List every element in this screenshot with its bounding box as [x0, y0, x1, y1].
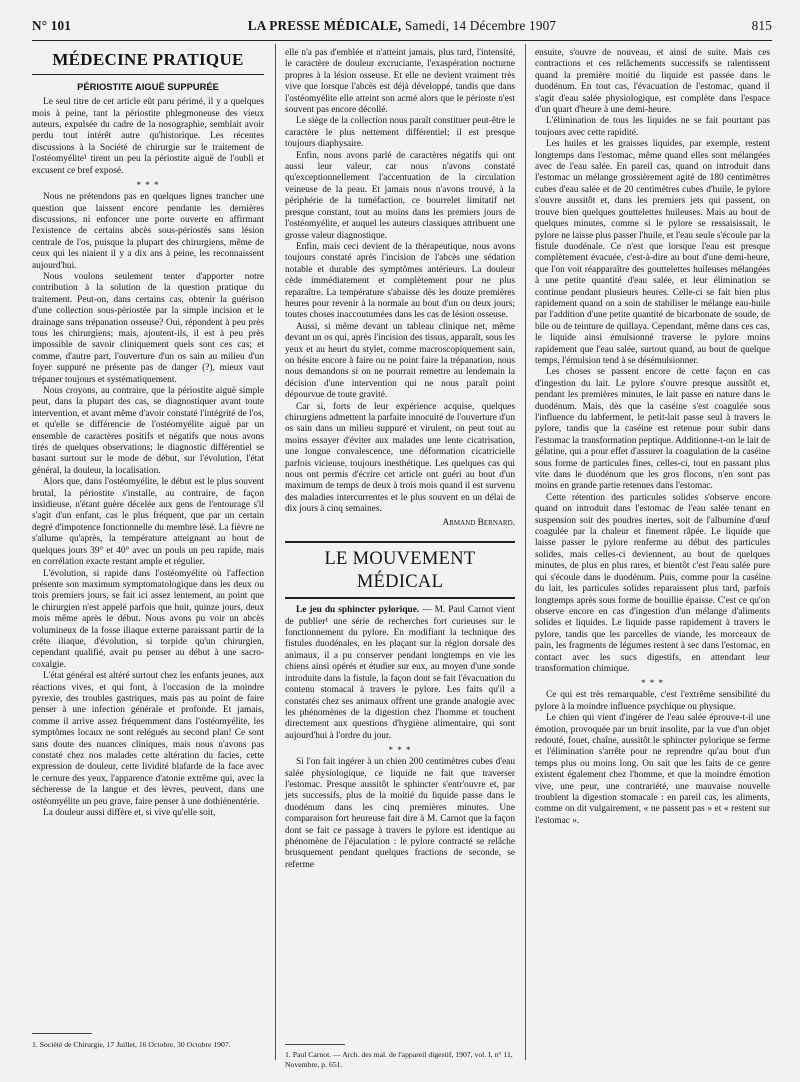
asterism: * * *	[641, 678, 664, 689]
paragraph-text: — M. Paul Carnot vient de publier¹ une série de recherches fort curieuses sur le fonctionnement du pylore. En modifiant la technique des fistules duodénales, en les plaçant sur la région dorsale des animaux, il a pu conserver pendant longtemps en vie les chiens ainsi opérés et étudier sur eux, au moyen d'une sonde introduite dans la fistule, la façon dont se fait l'évacuation du contenu stomacal à travers le pylore. Les faits qu'il a constatés chez ses animaux offrent une grande analogie avec les phénomènes de la digestion chez l'homme et touchent directement aux questions d'hygiène alimentaire, qui sont aujourd'hui à l'ordre du jour.	[285, 605, 515, 741]
paragraph	[285, 605, 515, 742]
asterism: * * *	[388, 745, 412, 756]
running-header	[32, 18, 772, 36]
paragraph: La douleur aussi diffère et, si vive qu'elle soit,	[43, 808, 216, 819]
paragraph: Aussi, si même devant un tableau clinique net, même devant un os qui, après l'incision des tissus, apparaît, sous les yeux et au heurt du stylet, comme macroscopiquement sain, on hésite encore à faire ou ne point faire la trépanation, nous nous demandons si on ne pourrait remettre au lendemain la décision d'une intervention qui ne nous paraît point dépourvue de toute gravité.	[285, 321, 515, 401]
paragraph: Les choses se passent encore de cette façon en cas d'ingestion du lait. Le pylore s'ouvre presque aussitôt et, pendant les premières minutes, le lait passe en nature dans le duodénum. Mais, dès que la caséine s'est coagulée sous l'influence du labferment, le petit-lait passe seul à travers le pylore, tandis que la caséine est retenue pour subir dans l'estomac la transformation peptique. Additionne-t-on le lait de gélatine, qui a pour effet d'assurer la coagulation de la caséine sous forme de particules fines, celles-ci, tout en passant plus vite dans le duodénum que les gros flocons, n'en sont pas moins en grande partie retenues dans l'estomac.	[535, 367, 770, 492]
header-rule	[32, 40, 772, 41]
paragraph: Les huiles et les graisses liquides, par exemple, restent longtemps dans l'estomac, même quand elles sont mélangées avec de l'eau salée. En pareil cas, quand on introduit dans l'estomac un mélange grossièrement agité de 180 centimètres cubes d'eau salée et de 20 centimètres cubes d'huile, le pylore s'ouvre aussitôt et, dans les premiers jets qui passent, on trouve bien quelques gouttelettes huileuses. Mais au bout de quelques minutes, comme si le pylore se ressaisissait, le pylore ne laisse plus passer l'huile, et l'eau seule s'écoule par la fistule duodénale. Ce n'est que lorsque l'eau est presque complètement évacuée, c'est-à-dire au bout d'une demi-heure, que l'on voit réapparaître des gouttelettes huileuses mélangées à une petite quantité d'eau salée, et leur élimination se continue pendant plusieurs heures. Celle-ci se fait bien plus rapidement quand on a soin de stabiliser le mélange eau-huile par l'addition d'une petite quantité de bicarbonate de soude, de bile ou de teinture de quillaya. Cependant, même dans ces cas, le liquide ainsi émulsionné traverse le pylore moins rapidement que l'eau salée, surtout quand, au bout de quelque temps, l'émulsion tend à se désémulsionner.	[535, 139, 770, 366]
paragraph: Alors que, dans l'ostéomyélite, le début est le plus souvent brutal, la périostite s'installe, au contraire, de façon insidieuse, n'étant guère décelée aux gens de l'entourage s'il s'agit d'un enfant, cas le plus fréquent, que par un certain degré d'impotence fonctionnelle du membre lésé. La fièvre ne s'allume qu'après, la température atteignant au bout de quelques jours 39° et 40° avec un pouls un peu rapide, mais en corrélation exacte restant ample et régulier.	[32, 477, 264, 568]
paragraph: Car si, forts de leur expérience acquise, quelques chirurgiens admettent la parfaite innocuité de l'ouverture d'un os sain dans un milieu suppuré et virulent, on peut tout au moins essayer d'éviter aux malades une lente cicatrisation, une longue convalescence, une déformation cicatricielle parfois vicieuse, toujours inesthétique. Les quelques cas qui nous ont permis d'écrire cet article ont guéri au bout d'un maximum de temps de deux à trois mois quand il est survenu des maladies intercurrentes et le plus souvent en un délai de dix jours à cinq semaines.	[285, 401, 515, 515]
issue-number: N° 101	[32, 18, 72, 33]
column-3	[535, 48, 770, 827]
column-1	[32, 48, 264, 819]
paragraph: Le siège de la collection nous paraît constituer peut-être le caractère le plus nettement différentiel; il est presque toujours diaphysaire.	[285, 116, 515, 150]
footnote	[285, 1050, 515, 1069]
paragraph: Nous croyons, au contraire, que la périostite aiguë simple peut, dans la plupart des cas, se diagnostiquer avant toute intervention, et avant même d'avoir constaté l'intégrité de l'os, et qu'elle se différencie de l'ostéomyélite aiguë par un ensemble de caractères positifs et négatifs que nous avons tirés de quelques observations; le diagnostic différentiel se basant surtout sur le mode de début, sur l'évolution, l'état général, la douleur, la localisation.	[32, 386, 264, 476]
journal-name: LA PRESSE MÉDICALE,	[247, 18, 402, 33]
paragraph: Ce qui est très remarquable, c'est l'extrême sensibilité du pylore à la moindre influence psychique ou physique.	[535, 690, 770, 712]
author-signature: Armand Bernard.	[442, 517, 515, 528]
footnote-rule	[285, 1044, 345, 1045]
footnote-text: 1. Société de Chirurgie, 17 Juillet, 16 Octobre, 30 Octobre 1907.	[32, 1040, 231, 1049]
paragraph: Enfin, mais ceci devient de la thérapeutique, nous avons toujours constaté après l'incision de l'abcès une sédation notable et durable des symptômes antérieurs. La douleur cède immédiatement et complètement pour ne plus reparaître. La température s'abaisse dès les douze premières heures pour revenir à la normale au bout d'un ou deux jours; toutes choses inaccoutumées dans les cas de lésion osseuse.	[285, 241, 515, 321]
section-title: MÉDECINE PRATIQUE	[32, 50, 264, 75]
footnote-rule	[32, 1033, 92, 1034]
article-subtitle: PÉRIOSTITE AIGUË SUPPURÉE	[77, 80, 219, 92]
asterism: * * *	[136, 180, 160, 191]
section-banner: LE MOUVEMENT MÉDICAL	[285, 541, 515, 599]
paragraph: elle n'a pas d'emblée et n'atteint jamais, plus tard, l'intensité, le caractère de douleur excruciante, l'exaspération nocturne propres à la lésion osseuse. Et elle ne devient vraiment très vive que lorsque l'abcès est déjà développé, tandis que dans l'ostéomyélite elle atteint son acmé alors que le périoste n'est souvent pas encore décollé.	[285, 48, 515, 116]
paragraph: ensuite, s'ouvre de nouveau, et ainsi de suite. Mais ces contractions et ces relâchements successifs se ralentissent quand la première moitié du liquide est passée dans le duodénum. En tout cas, l'évacuation de l'estomac, quand il s'agit d'eau salée physiologique, est complète dans l'espace d'un quart d'heure à une demi-heure.	[535, 48, 770, 116]
article-heading: Le jeu du sphincter pylorique.	[296, 605, 420, 616]
paragraph: Cette rétention des particules solides s'observe encore quand on introduit dans l'estomac de l'eau salée tenant en suspension soit des poudres inertes, soit de l'albumine d'œuf coagulée par la chaleur et finement râpée. Le liquide que laisse passer le pylore renferme au début des particules solides, mais celles-ci deviennent, au bout de quelques minutes, de plus en plus rares, et bientôt c'est l'eau salée pure qui s'écoule dans le duodénum. Puis, comme pour la caséine du lait, les particules solides reparaissent plus tard, parfois longtemps après sous forme de bouillie épaisse. C'est ce qu'on observe encore en cas d'ingestion d'un mélange d'aliments solides et liquides. Le liquide passe rapidement à travers le pylore, tandis que les parcelles de viande, les morceaux de pain, les fragments de légumes restent à sec dans l'estomac, en contact avec les sucs digestifs, en attendant leur transformation chimique.	[535, 492, 770, 674]
footnote-text: 1. Paul Carnot. — Arch. des mal. de l'appareil digestif, 1907, vol. I, n° 11, Novembre, p. 651.	[285, 1050, 513, 1069]
column-2	[285, 48, 515, 871]
paragraph: Nous ne prétendons pas en quelques lignes trancher une question que laissent encore pendante les dernières discussions, ni enfoncer une porte ouverte en affirmant l'existence de certains abcès sous-périostés sans lésion centrale de l'os, puisque la plupart des chirurgiens, même de ceux qui les niaient il y a dix ans à peine, les reconnaissent aujourd'hui.	[32, 192, 264, 271]
footnote	[32, 1040, 264, 1050]
column-rule-1	[275, 44, 276, 1060]
paragraph: L'élimination de tous les liquides ne se fait pourtant pas toujours avec cette rapidité.	[535, 116, 770, 138]
column-rule-2	[525, 44, 526, 1060]
paragraph: Si l'on fait ingérer à un chien 200 centimètres cubes d'eau salée physiologique, ce liquide ne fait que traverser l'estomac. Presque aussitôt le sphincter s'entr'ouvre et, par jets successifs, plus de la moitié du liquide passe dans le duodénum dans les cinq premières minutes. Une comparaison fort heureuse fait dire à M. Carnot que la façon dont se fait ce passage à travers le pylore est identique au phénomène de l'éjaculation : le pylore contracté se relâche brusquement pendant quelques fractions de seconde, se referme	[285, 757, 515, 870]
paragraph: L'évolution, si rapide dans l'ostéomyélite où l'affection présente son maximum symptomatologique dans les deux ou trois premiers jours, se fait ici assez lentement, au point que le chirurgien n'est appelé parfois que huit, quinze jours, deux mois même après le début. Nous avons pu voir un abcès volumineux de la fosse iliaque externe paraissant partir de la crête iliaque, d'évolution, si torpide qu'un chirurgien, cependant qualifié, avait pu penser au début à une sacro-coxalgie.	[32, 568, 264, 670]
paragraph: Nous voulons seulement tenter d'apporter notre contribution à la solution de la question pratique du traitement. Peut-on, dans certains cas, obtenir la guérison d'une collection sous-périostée par la simple incision et le drainage sans trépanation osseuse? Oui, répondent à peu près tous les chirurgiens; mais, ajoutent-ils, il est à peu près impossible de savoir cliniquement quels sont ces cas; et comme, d'autre part, l'ouverture d'un os sain au milieu d'un foyer suppuré ne présente pas de danger (?), mieux vaut trépaner toujours et systématiquement.	[32, 271, 264, 385]
paragraph: L'état général est altéré surtout chez les enfants jeunes, aux réactions vives, et qui font, à l'occasion de la moindre pyrexie, des troubles gastriques, mais pas au point de faire penser à une infection générale et profonde. Et jamais, comme il arrive assez fréquemment dans l'ostéomyélite, les symptômes locaux ne sont relégués au second plan! Ce sont sans doute des nuances cliniques, mais nous n'avons pas constaté chez nos malades cette altération du facies, cette expression de douleur, cette lividité blafarde de la face avec le cernure des yeux, l'apparence d'atonie extrême qui, avec la sécheresse de la langue et des lèvres, peuvent, dans une ostéomyélite un peu grave, faire penser à une dothiénentérie.	[32, 671, 264, 807]
journal-title	[32, 18, 772, 34]
paragraph: Le seul titre de cet article eût paru périmé, il y a quelques mois à peine, tant la périostite phlegmoneuse des vieux auteurs, expulsée du cadre de la nosographie, semblait avoir perdu tout intérêt autre qu'historique. Les récentes discussions à la Société de chirurgie sur le traitement de l'ostéomyélite¹ tirent un peu la périostite aiguë de l'oubli et excusent ce bref exposé.	[32, 97, 264, 176]
issue-date: Samedi, 14 Décembre 1907	[404, 18, 557, 33]
page-number: 815	[751, 18, 772, 33]
paragraph: Le chien qui vient d'ingérer de l'eau salée éprouve-t-il une émotion, provoquée par un bruit insolite, par la vue d'un objet redouté, fouet, chaîne, aussitôt le sphincter pylorique se ferme et l'élimination s'arrête pour ne reprendre qu'au bout d'un temps plus ou moins long. On sait que les faits de ce genre existent également chez l'homme, et que la moindre émotion vive, une peur, une contrariété, une mauvaise nouvelle troublent la digestion stomacale : en pareil cas, les aliments, comme on dit vulgairement, « ne passent pas » et « restent sur l'estomac ».	[535, 713, 770, 826]
paragraph: Enfin, nous avons parlé de caractères négatifs qui ont aussi leur valeur, car nous n'avons constaté qu'exceptionnellement l'accentuation de la circulation veineuse de la peau. Et jamais nous n'avons trouvé, à la périphérie de la tuméfaction, ce bourrelet limitatif net presque constant, tout au moins dans les premiers jours de l'ostéomyélite, et auquel les auteurs classiques attribuent une grosse valeur diagnostique.	[285, 150, 515, 241]
